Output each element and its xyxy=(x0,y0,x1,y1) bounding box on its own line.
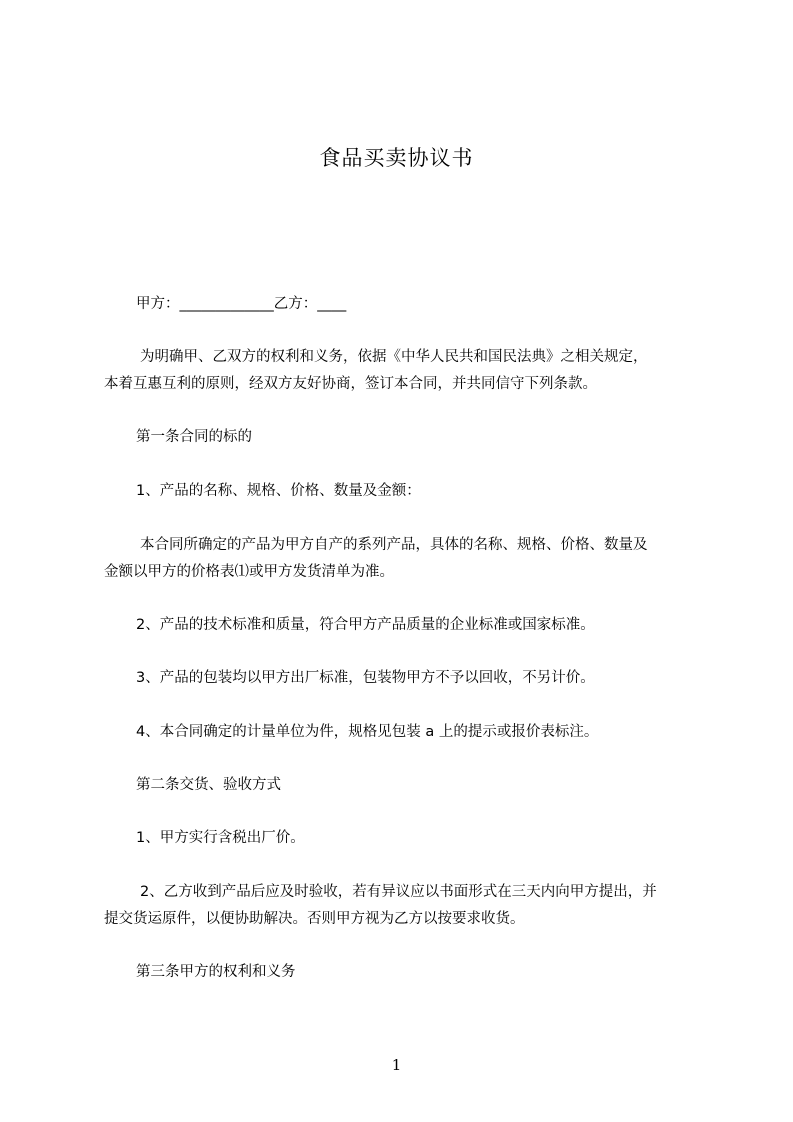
page-number: 1 xyxy=(391,1056,402,1074)
article-1-item-2: 2、产品的技术标准和质量，符合甲方产品质量的企业标准或国家标准。 xyxy=(136,617,595,633)
article-2-heading: 第二条交货、验收方式 xyxy=(136,777,281,793)
article-2-item-2-line-2: 提交货运原件，以便协助解决。否则甲方视为乙方以按要求收货。 xyxy=(104,911,525,927)
article-1-item-1-detail-line-1: 本合同所确定的产品为甲方自产的系列产品，具体的名称、规格、价格、数量及 xyxy=(140,537,648,553)
article-3-heading: 第三条甲方的权利和义务 xyxy=(136,964,296,980)
article-1-item-1-detail-line-2: 金额以甲方的价格表⑴或甲方发货清单为准。 xyxy=(104,564,394,580)
intro-paragraph-line-1: 为明确甲、乙双方的权利和义务，依据《中华人民共和国民法典》之相关规定， xyxy=(140,349,648,365)
document-title: 食品买卖协议书 xyxy=(319,146,474,170)
article-2-item-1: 1、甲方实行含税出厂价。 xyxy=(136,830,305,846)
article-2-item-2-line-1: 2、乙方收到产品后应及时验收，若有异议应以书面形式在三天内向甲方提出，并 xyxy=(140,884,657,900)
article-1-item-4: 4、本合同确定的计量单位为件，规格见包装 a 上的提示或报价表标注。 xyxy=(136,724,599,740)
article-1-heading: 第一条合同的标的 xyxy=(136,429,252,445)
article-1-item-3: 3、产品的包装均以甲方出厂标准，包装物甲方不予以回收，不另计价。 xyxy=(136,670,595,686)
article-1-item-1: 1、产品的名称、规格、价格、数量及金额： xyxy=(136,483,421,499)
intro-paragraph-line-2: 本着互惠互利的原则，经双方友好协商，签订本合同，并共同信守下列条款。 xyxy=(104,376,597,392)
parties-line: 甲方：_____________乙方：____ xyxy=(136,296,347,312)
